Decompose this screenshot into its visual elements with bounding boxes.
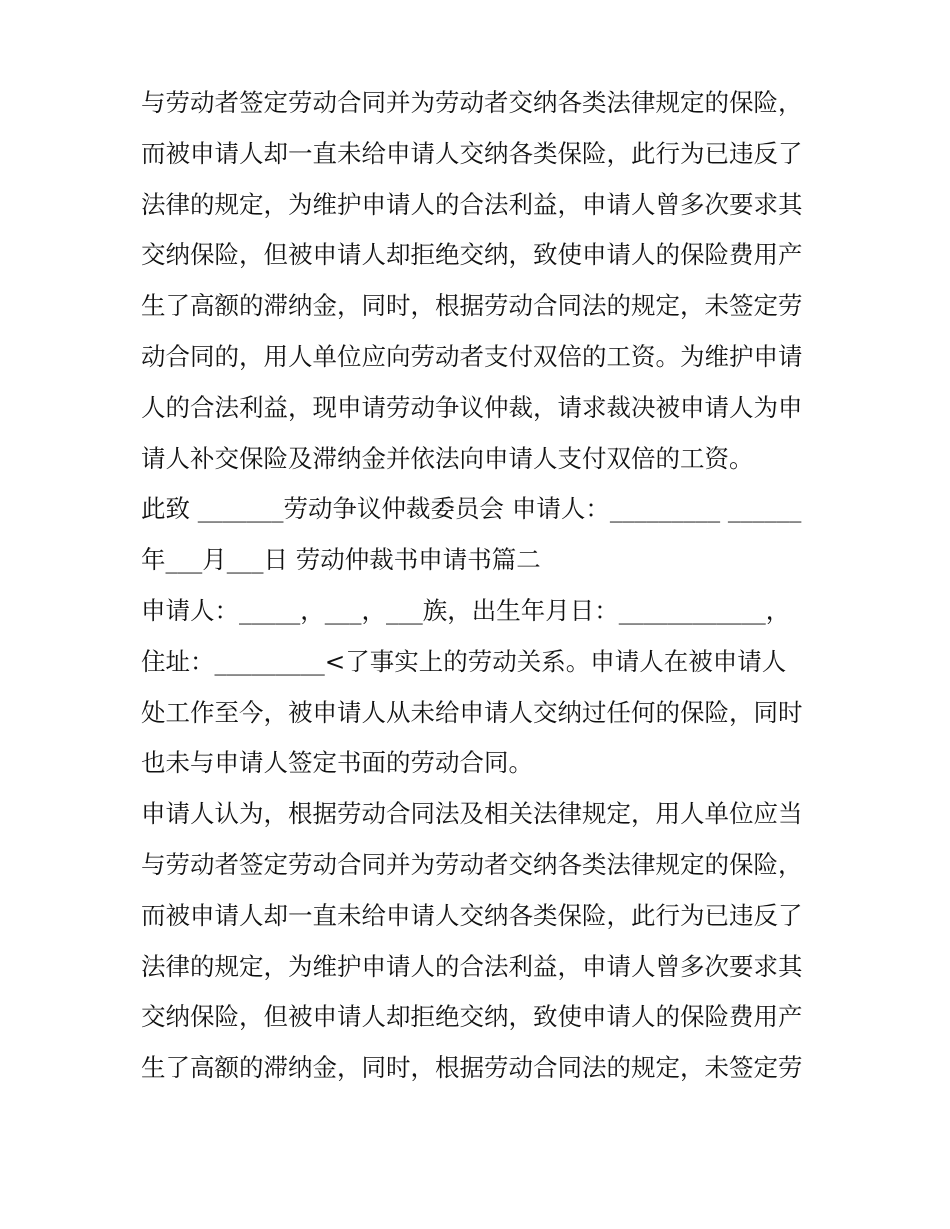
text-line: 也未与申请人签定书面的劳动合同。	[141, 748, 533, 778]
text-line: 生了高额的滞纳金，同时，根据劳动合同法的规定，未签定劳	[141, 1053, 803, 1083]
text-line: 与劳动者签定劳动合同并为劳动者交纳各类法律规定的保险，	[141, 88, 803, 117]
text-line: 人的合法利益，现申请劳动争议仲裁，请求裁决被申请人为申	[141, 392, 803, 422]
text-line: 而被申请人却一直未给申请人交纳各类保险，此行为已违反了	[141, 138, 803, 168]
text-line: 申请人认为，根据劳动合同法及相关法律规定，用人单位应当	[141, 799, 803, 829]
text-line: 与劳动者签定劳动合同并为劳动者交纳各类法律规定的保险，	[141, 849, 803, 879]
text-line: 生了高额的滞纳金，同时，根据劳动合同法的规定，未签定劳	[141, 291, 803, 321]
address-line: 住址：_________<了事实上的劳动关系。申请人在被申请人	[141, 646, 787, 676]
text-line: 法律的规定，为维护申请人的合法利益，申请人曾多次要求其	[141, 189, 803, 219]
text-line: 请人补交保险及滞纳金并依法向申请人支付双倍的工资。	[141, 443, 754, 473]
text-line: 动合同的，用人单位应向劳动者支付双倍的工资。为维护申请	[141, 341, 803, 371]
text-line: 而被申请人却一直未给申请人交纳各类保险，此行为已违反了	[141, 900, 803, 930]
applicant-info-line: 申请人：_____，___，___族，出生年月日：____________，	[141, 595, 791, 625]
text-line: 交纳保险，但被申请人却拒绝交纳，致使申请人的保险费用产	[141, 1002, 803, 1032]
salutation-line: 此致 _______劳动争议仲裁委员会 申请人：_________ ______	[141, 494, 802, 524]
date-and-heading-line: 年___月___日 劳动仲裁书申请书篇二	[141, 545, 541, 575]
text-line: 处工作至今，被申请人从未给申请人交纳过任何的保险，同时	[141, 697, 803, 727]
document-body	[141, 78, 841, 1094]
text-line: 法律的规定，为维护申请人的合法利益，申请人曾多次要求其	[141, 951, 803, 981]
text-line: 交纳保险，但被申请人却拒绝交纳，致使申请人的保险费用产	[141, 240, 803, 270]
